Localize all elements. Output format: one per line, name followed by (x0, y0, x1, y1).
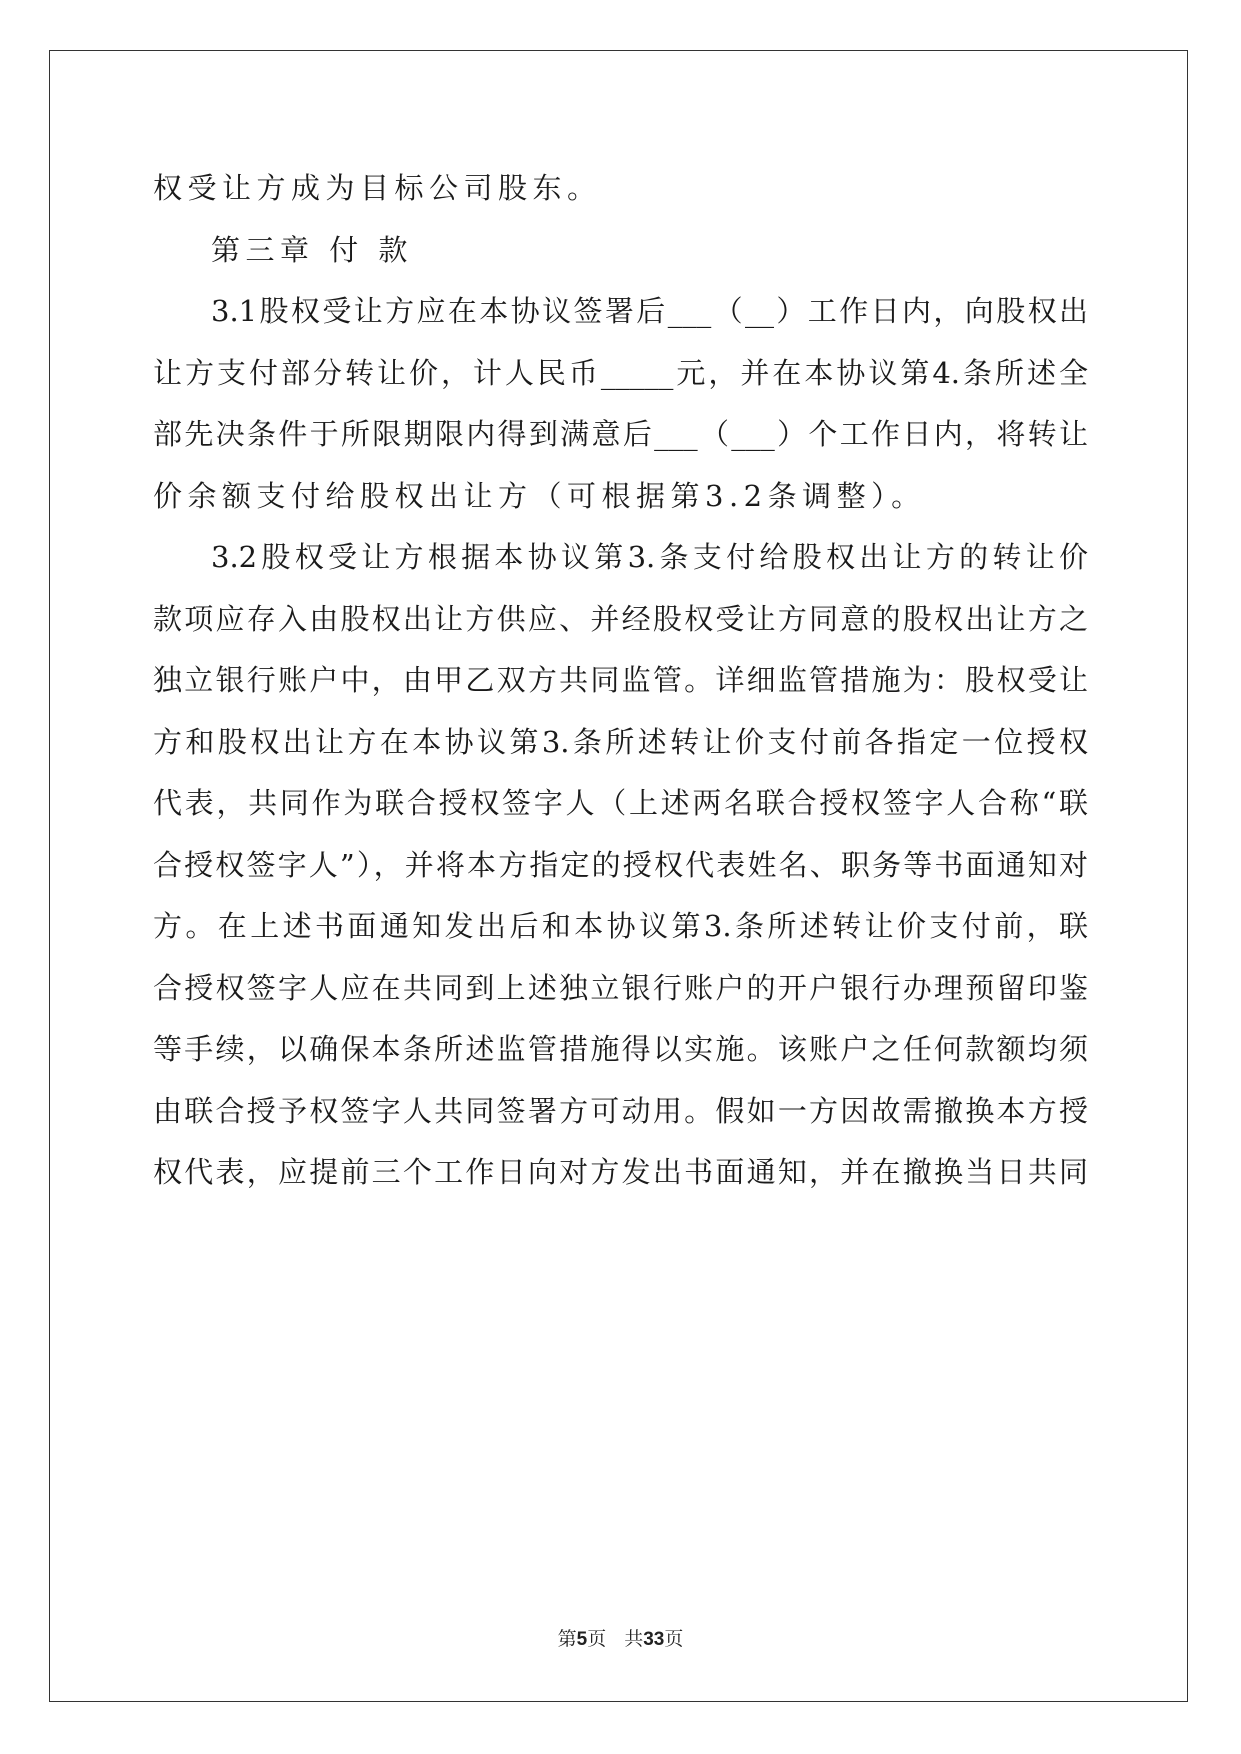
page-footer (0, 1624, 1241, 1651)
paragraph-line: 款项应存入由股权出让方供应、并经股权受让方同意的股权出让方之 (153, 601, 1088, 636)
total-suffix: 页 (664, 1628, 684, 1650)
total-prefix: 共 (624, 1628, 644, 1650)
paragraph-line: 部先决条件于所限期限内得到满意后___（___）个工作日内，将转让 (153, 417, 1088, 451)
paragraph-line: 3.1股权受让方应在本协议签署后___（__）工作日内，向股权出 (211, 294, 1088, 328)
paragraph-line: 合授权签字人”），并将本方指定的授权代表姓名、职务等书面通知对 (153, 847, 1088, 882)
document-body (153, 158, 1088, 1204)
paragraph-line: 独立银行账户中，由甲乙双方共同监管。详细监管措施为：股权受让 (153, 663, 1088, 697)
page-suffix: 页 (587, 1628, 607, 1650)
paragraph-line: 3.2股权受让方根据本协议第3.条支付给股权出让方的转让价 (211, 540, 1088, 574)
paragraph-line: 让方支付部分转让价，计人民币_____元，并在本协议第4.条所述全 (153, 355, 1088, 390)
paragraph-line: 价余额支付给股权出让方（可根据第3.2条调整）。 (153, 478, 926, 513)
page-number: 5 (576, 1629, 588, 1650)
paragraph-line: 方。在上述书面通知发出后和本协议第3.条所述转让价支付前，联 (153, 909, 1088, 943)
paragraph-line: 等手续，以确保本条所述监管措施得以实施。该账户之任何款额均须 (153, 1032, 1088, 1066)
chapter-heading: 第三章 付 款 (211, 232, 413, 267)
total-pages: 33 (643, 1629, 665, 1650)
paragraph-line: 代表，共同作为联合授权签字人（上述两名联合授权签字人合称“联 (153, 786, 1088, 820)
paragraph-line: 由联合授予权签字人共同签署方可动用。假如一方因故需撤换本方授 (153, 1093, 1088, 1128)
page-prefix: 第 (557, 1628, 577, 1650)
paragraph-line: 权代表，应提前三个工作日向对方发出书面通知，并在撤换当日共同 (153, 1155, 1088, 1189)
paragraph-line: 权受让方成为目标公司股东。 (153, 171, 602, 205)
paragraph-line: 合授权签字人应在共同到上述独立银行账户的开户银行办理预留印鉴 (153, 970, 1088, 1005)
paragraph-line: 方和股权出让方在本协议第3.条所述转让价支付前各指定一位授权 (153, 724, 1088, 759)
